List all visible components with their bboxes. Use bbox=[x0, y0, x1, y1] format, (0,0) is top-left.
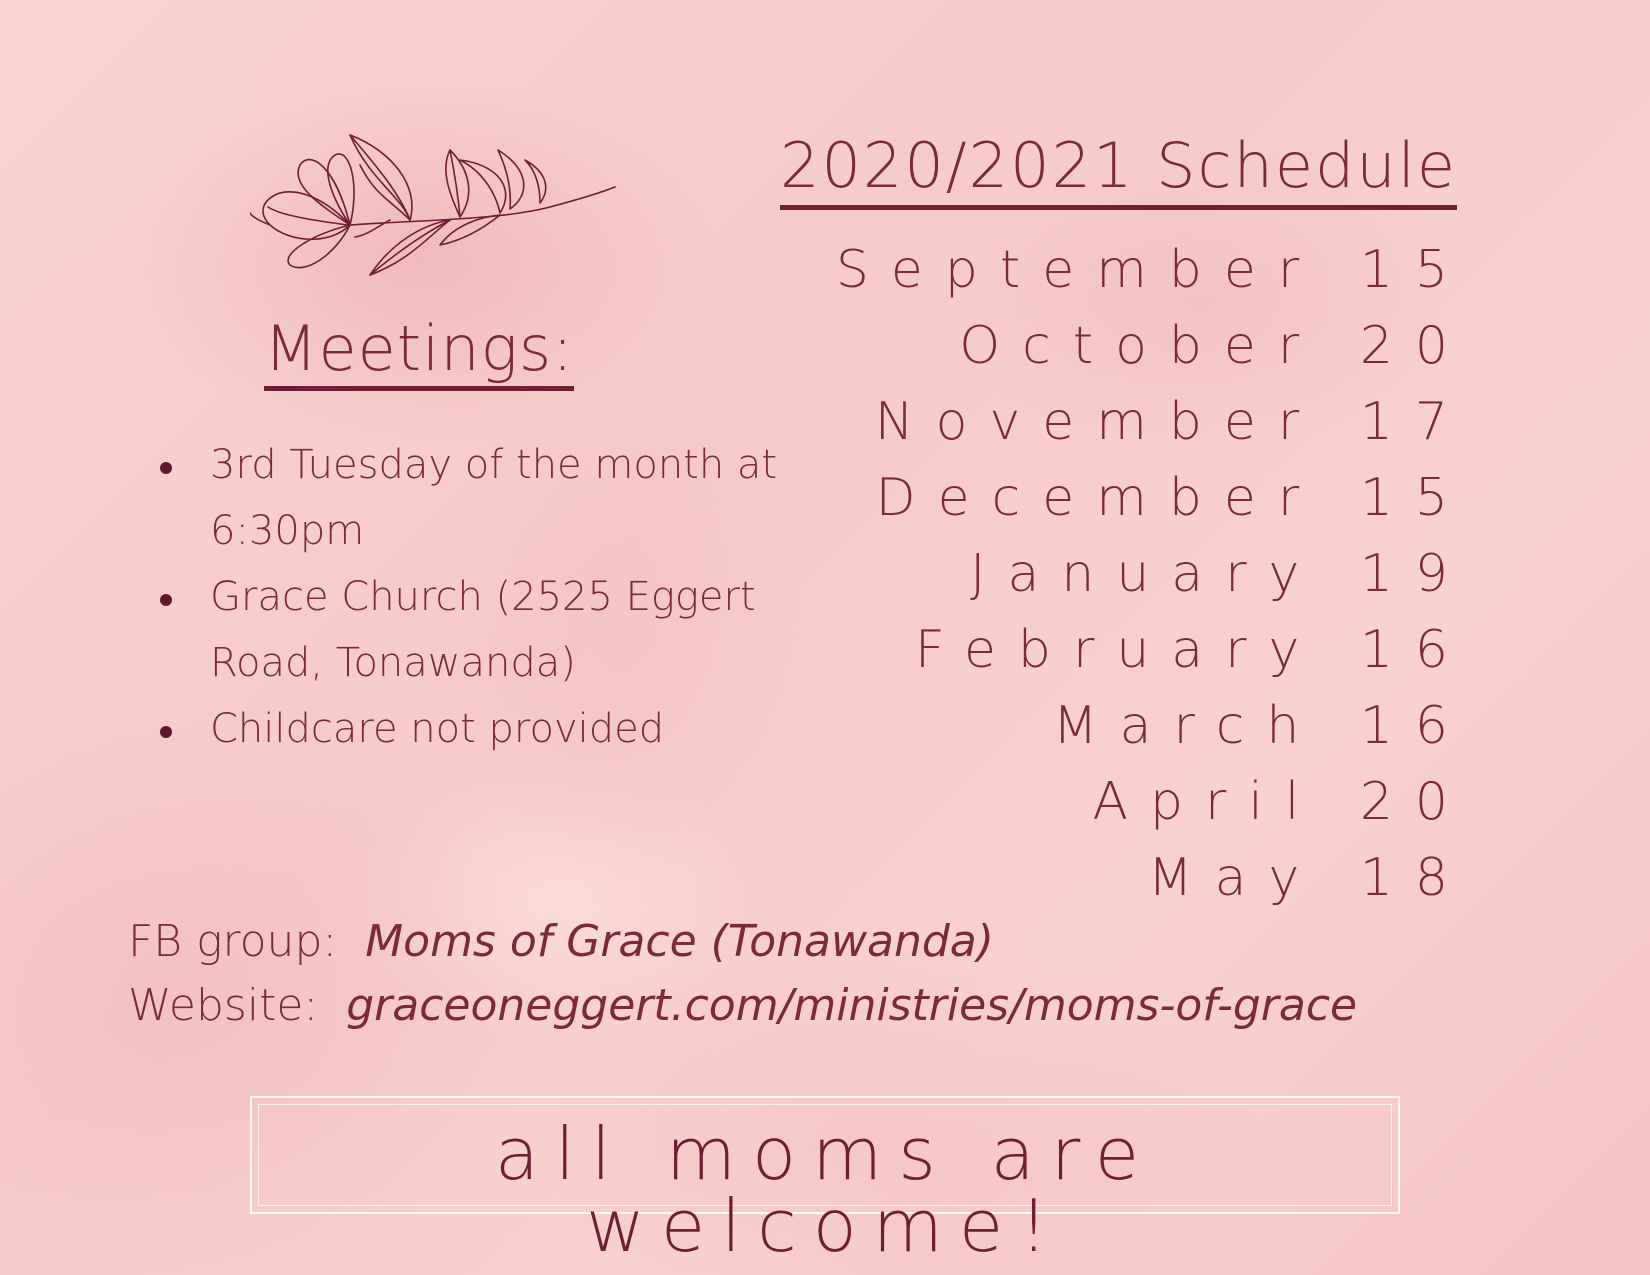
meetings-list bbox=[130, 432, 830, 762]
welcome-text: all moms are welcome! bbox=[494, 1112, 1156, 1268]
schedule-date: March 16 bbox=[1052, 696, 1470, 756]
contact-info bbox=[128, 910, 1357, 1038]
fb-group-line bbox=[128, 910, 1357, 974]
website-label: Website: bbox=[128, 980, 319, 1031]
list-item: 3rd Tuesday of the month at 6:30pm bbox=[130, 432, 830, 564]
schedule-date: April 20 bbox=[1092, 772, 1470, 832]
schedule-date: September 15 bbox=[835, 240, 1470, 300]
website-link[interactable]: graceoneggert.com/ministries/moms-of-grace bbox=[346, 980, 1358, 1031]
schedule-title: 2020/2021 Schedule bbox=[780, 135, 1457, 210]
flower-branch-icon bbox=[250, 125, 625, 285]
schedule-dates bbox=[836, 232, 1470, 916]
schedule-date: November 17 bbox=[874, 392, 1470, 452]
schedule-date: May 18 bbox=[1147, 848, 1470, 908]
website-line bbox=[128, 974, 1357, 1038]
schedule-date: February 16 bbox=[914, 620, 1470, 680]
schedule-date: December 15 bbox=[875, 468, 1470, 528]
welcome-banner bbox=[250, 1096, 1400, 1268]
meetings-title: Meetings: bbox=[264, 318, 574, 391]
list-item: Grace Church (2525 Eggert Road, Tonawanda) bbox=[130, 564, 830, 696]
schedule-date: January 19 bbox=[970, 544, 1470, 604]
fb-group-link[interactable]: Moms of Grace (Tonawanda) bbox=[365, 916, 994, 967]
schedule-date: October 20 bbox=[959, 316, 1470, 376]
list-item: Childcare not provided bbox=[130, 696, 830, 762]
fb-group-label: FB group: bbox=[128, 916, 338, 967]
